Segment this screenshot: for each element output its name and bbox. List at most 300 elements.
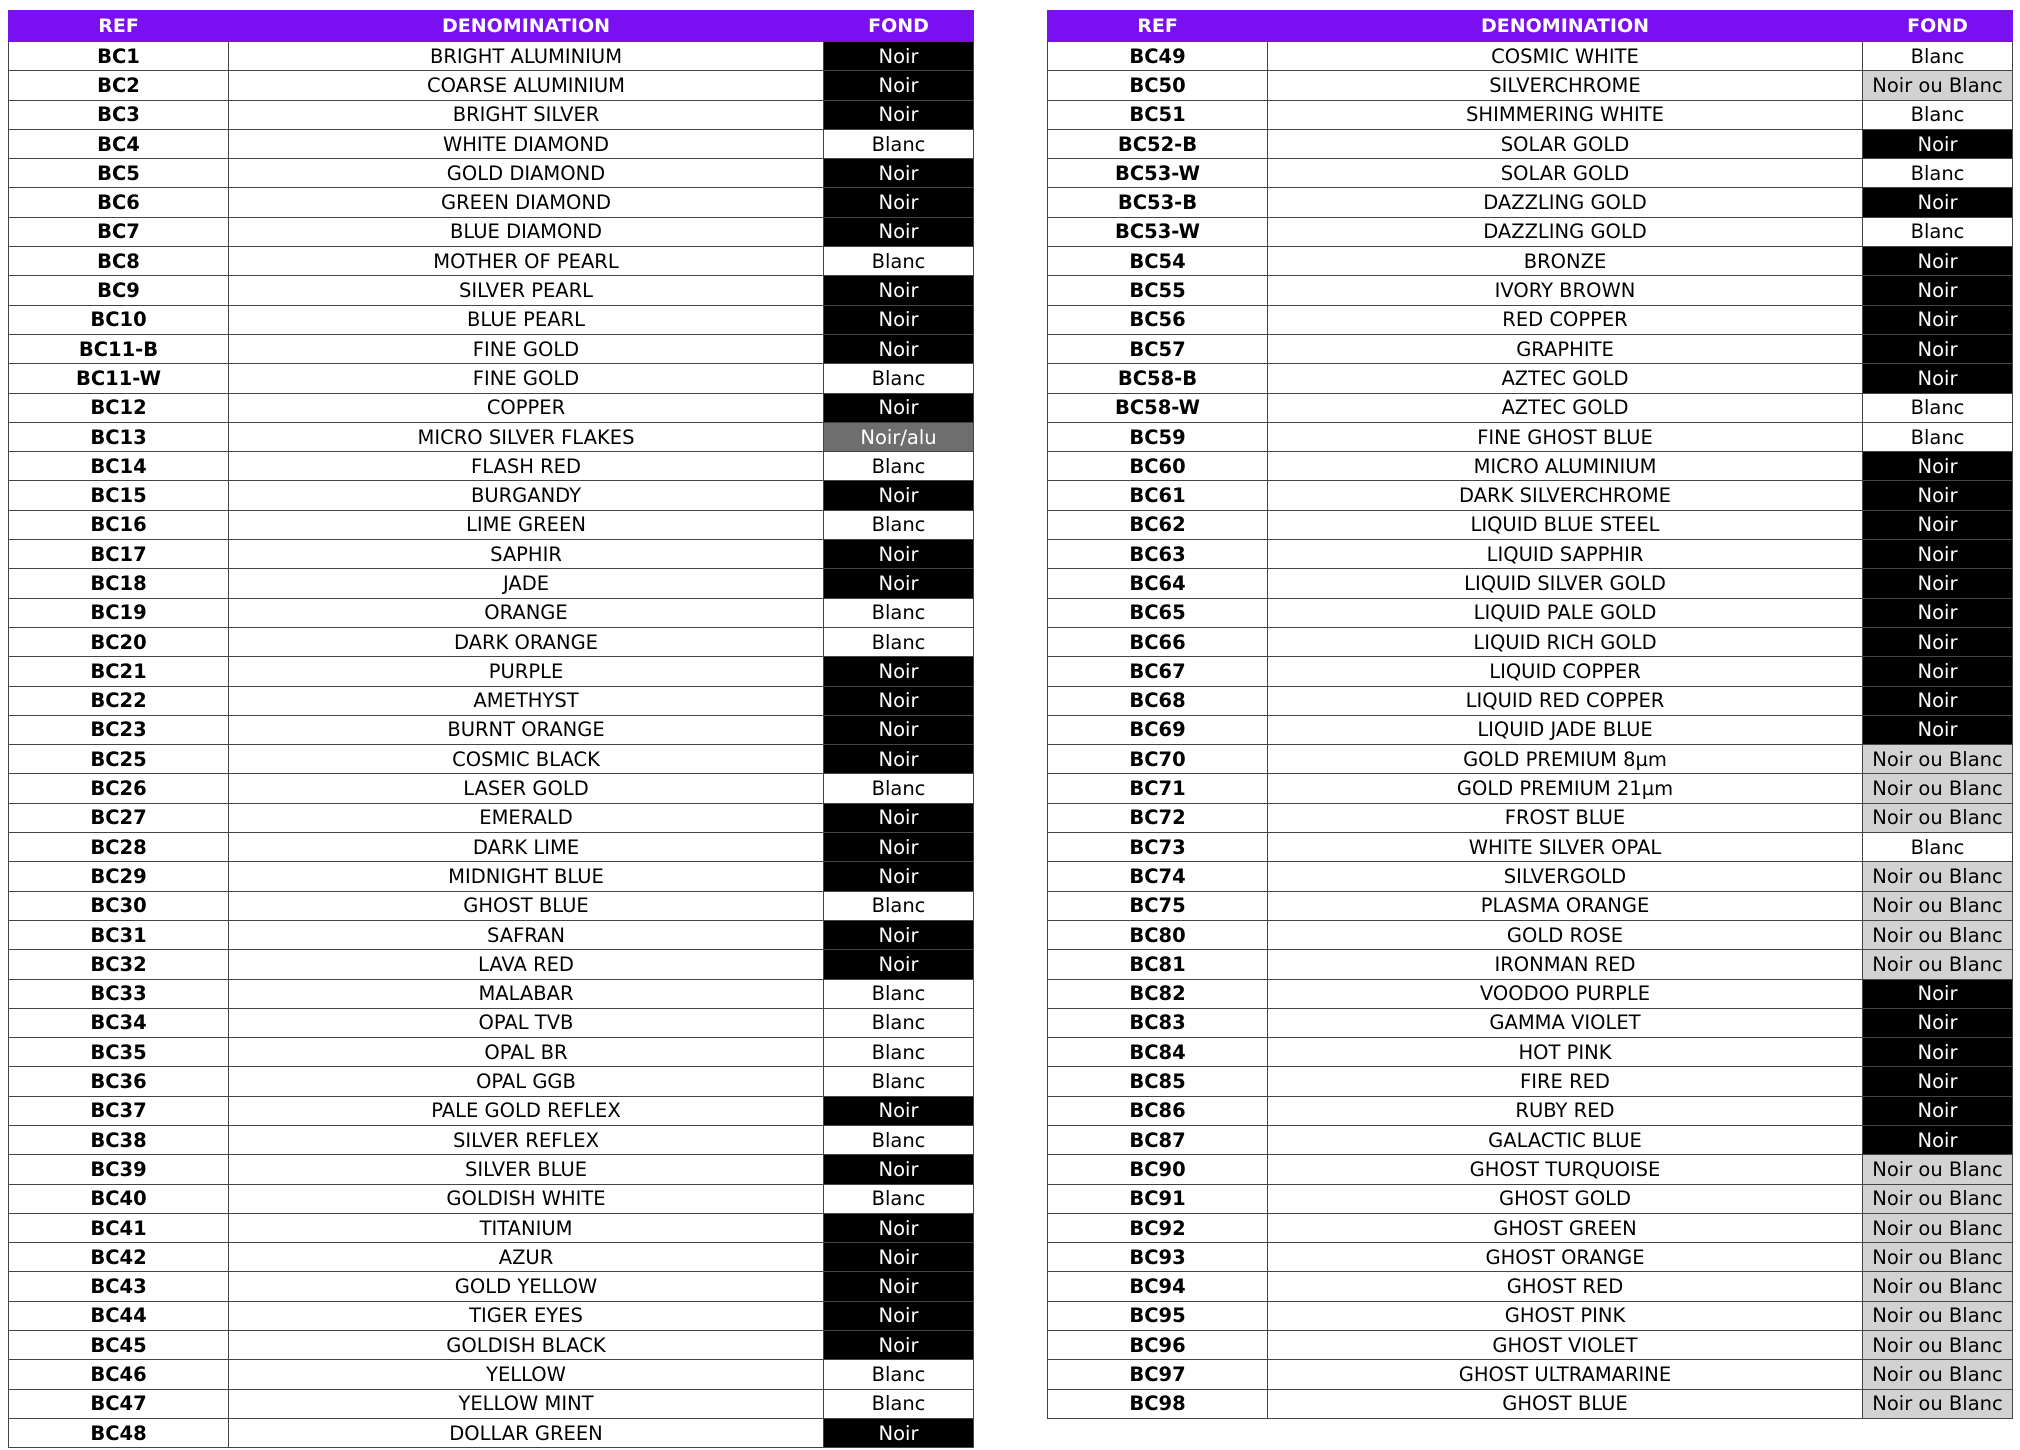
table-row — [9, 1213, 974, 1242]
ref-cell: BC32 — [9, 950, 229, 979]
fond-cell: Noir — [824, 188, 974, 217]
fond-cell: Noir ou Blanc — [1863, 1184, 2013, 1213]
table-row — [1048, 1155, 2013, 1184]
ref-cell: BC58-W — [1048, 393, 1268, 422]
ref-cell: BC95 — [1048, 1301, 1268, 1330]
table-row — [1048, 862, 2013, 891]
denomination-cell: GHOST TURQUOISE — [1268, 1155, 1863, 1184]
ref-cell: BC37 — [9, 1096, 229, 1125]
fond-cell: Noir — [824, 657, 974, 686]
table-row — [1048, 891, 2013, 920]
fond-column-header: FOND — [1863, 11, 2013, 42]
ref-cell: BC50 — [1048, 71, 1268, 100]
denomination-cell: BLUE PEARL — [229, 305, 824, 334]
fond-cell: Noir — [824, 745, 974, 774]
table-row — [9, 1301, 974, 1330]
table-row — [1048, 920, 2013, 949]
table-row — [1048, 979, 2013, 1008]
denomination-cell: LIME GREEN — [229, 510, 824, 539]
denomination-cell: FROST BLUE — [1268, 803, 1863, 832]
denomination-cell: GOLD PREMIUM 8µm — [1268, 745, 1863, 774]
fond-cell: Blanc — [1863, 833, 2013, 862]
fond-cell: Noir — [1863, 1096, 2013, 1125]
fond-cell: Noir ou Blanc — [1863, 1243, 2013, 1272]
table-row — [9, 627, 974, 656]
denomination-cell: LIQUID RICH GOLD — [1268, 627, 1863, 656]
denomination-cell: GHOST GREEN — [1268, 1213, 1863, 1242]
ref-cell: BC47 — [9, 1389, 229, 1418]
table-row — [1048, 1067, 2013, 1096]
ref-cell: BC87 — [1048, 1125, 1268, 1154]
table-row — [1048, 42, 2013, 71]
fond-cell: Noir — [1863, 129, 2013, 158]
denomination-cell: OPAL TVB — [229, 1008, 824, 1037]
fond-cell: Noir/alu — [824, 422, 974, 451]
fond-cell: Blanc — [824, 1360, 974, 1389]
table-row — [1048, 393, 2013, 422]
ref-cell: BC25 — [9, 745, 229, 774]
table-row — [9, 334, 974, 363]
fond-cell: Noir ou Blanc — [1863, 1213, 2013, 1242]
denomination-cell: MIDNIGHT BLUE — [229, 862, 824, 891]
fond-cell: Noir — [824, 1243, 974, 1272]
ref-cell: BC1 — [9, 42, 229, 71]
denomination-cell: JADE — [229, 569, 824, 598]
table-row — [9, 774, 974, 803]
ref-cell: BC80 — [1048, 920, 1268, 949]
denomination-column-header: DENOMINATION — [229, 11, 824, 42]
table-row — [1048, 129, 2013, 158]
fond-cell: Noir — [824, 159, 974, 188]
ref-cell: BC66 — [1048, 627, 1268, 656]
table-header-row — [1048, 11, 2013, 42]
ref-cell: BC72 — [1048, 803, 1268, 832]
ref-column-header: REF — [9, 11, 229, 42]
ref-cell: BC23 — [9, 715, 229, 744]
table-row — [9, 1096, 974, 1125]
table-row — [9, 1360, 974, 1389]
table-row — [9, 862, 974, 891]
ref-cell: BC14 — [9, 452, 229, 481]
fond-cell: Noir ou Blanc — [1863, 862, 2013, 891]
fond-cell: Noir — [1863, 1125, 2013, 1154]
ref-cell: BC56 — [1048, 305, 1268, 334]
table-row — [9, 247, 974, 276]
ref-cell: BC38 — [9, 1125, 229, 1154]
denomination-cell: RUBY RED — [1268, 1096, 1863, 1125]
table-row — [9, 833, 974, 862]
fond-cell: Noir — [824, 217, 974, 246]
fond-cell: Noir — [824, 569, 974, 598]
fond-cell: Noir — [1863, 364, 2013, 393]
denomination-cell: PLASMA ORANGE — [1268, 891, 1863, 920]
denomination-cell: SILVER PEARL — [229, 276, 824, 305]
ref-cell: BC93 — [1048, 1243, 1268, 1272]
ref-column-header: REF — [1048, 11, 1268, 42]
fond-cell: Noir — [824, 833, 974, 862]
ref-cell: BC34 — [9, 1008, 229, 1037]
ref-cell: BC49 — [1048, 42, 1268, 71]
fond-cell: Blanc — [824, 1067, 974, 1096]
ref-cell: BC35 — [9, 1038, 229, 1067]
ref-cell: BC27 — [9, 803, 229, 832]
denomination-column-header: DENOMINATION — [1268, 11, 1863, 42]
fond-cell: Noir ou Blanc — [1863, 1360, 2013, 1389]
fond-cell: Blanc — [824, 1038, 974, 1067]
fond-cell: Noir — [1863, 979, 2013, 1008]
denomination-cell: DAZZLING GOLD — [1268, 188, 1863, 217]
denomination-cell: MALABAR — [229, 979, 824, 1008]
table-row — [9, 569, 974, 598]
denomination-cell: FINE GHOST BLUE — [1268, 422, 1863, 451]
table-row — [1048, 1389, 2013, 1418]
fond-cell: Noir — [824, 481, 974, 510]
ref-cell: BC19 — [9, 598, 229, 627]
denomination-cell: GALACTIC BLUE — [1268, 1125, 1863, 1154]
fond-cell: Blanc — [824, 452, 974, 481]
table-row — [1048, 422, 2013, 451]
ref-cell: BC46 — [9, 1360, 229, 1389]
table-row — [9, 422, 974, 451]
table-row — [9, 715, 974, 744]
table-row — [9, 276, 974, 305]
fond-cell: Noir ou Blanc — [1863, 1272, 2013, 1301]
fond-cell: Noir — [824, 42, 974, 71]
table-row — [1048, 71, 2013, 100]
fond-cell: Blanc — [1863, 217, 2013, 246]
fond-cell: Noir — [824, 686, 974, 715]
table-row — [1048, 1360, 2013, 1389]
denomination-cell: OPAL BR — [229, 1038, 824, 1067]
table-row — [1048, 1125, 2013, 1154]
fond-cell: Noir ou Blanc — [1863, 920, 2013, 949]
denomination-cell: FINE GOLD — [229, 334, 824, 363]
table-row — [9, 305, 974, 334]
denomination-cell: COSMIC BLACK — [229, 745, 824, 774]
ref-cell: BC81 — [1048, 950, 1268, 979]
ref-cell: BC28 — [9, 833, 229, 862]
denomination-cell: SHIMMERING WHITE — [1268, 100, 1863, 129]
ref-cell: BC63 — [1048, 540, 1268, 569]
fond-cell: Noir — [1863, 452, 2013, 481]
fond-cell: Blanc — [824, 627, 974, 656]
denomination-cell: LIQUID BLUE STEEL — [1268, 510, 1863, 539]
denomination-cell: GHOST ORANGE — [1268, 1243, 1863, 1272]
fond-cell: Noir — [824, 1155, 974, 1184]
ref-cell: BC9 — [9, 276, 229, 305]
fond-cell: Noir — [824, 276, 974, 305]
ref-cell: BC6 — [9, 188, 229, 217]
table-row — [1048, 833, 2013, 862]
table-row — [9, 1184, 974, 1213]
fond-cell: Blanc — [824, 774, 974, 803]
fond-cell: Noir ou Blanc — [1863, 950, 2013, 979]
ref-cell: BC8 — [9, 247, 229, 276]
ref-cell: BC17 — [9, 540, 229, 569]
denomination-cell: FIRE RED — [1268, 1067, 1863, 1096]
ref-cell: BC74 — [1048, 862, 1268, 891]
denomination-cell: DARK ORANGE — [229, 627, 824, 656]
ref-cell: BC83 — [1048, 1008, 1268, 1037]
denomination-cell: BURNT ORANGE — [229, 715, 824, 744]
denomination-cell: RED COPPER — [1268, 305, 1863, 334]
table-row — [9, 42, 974, 71]
table-row — [9, 920, 974, 949]
table-row — [9, 71, 974, 100]
fond-cell: Blanc — [824, 1389, 974, 1418]
ref-cell: BC53-W — [1048, 159, 1268, 188]
denomination-cell: COARSE ALUMINIUM — [229, 71, 824, 100]
ref-cell: BC22 — [9, 686, 229, 715]
table-row — [1048, 276, 2013, 305]
denomination-cell: GHOST PINK — [1268, 1301, 1863, 1330]
table-row — [1048, 803, 2013, 832]
ref-cell: BC43 — [9, 1272, 229, 1301]
ref-cell: BC75 — [1048, 891, 1268, 920]
denomination-cell: GHOST ULTRAMARINE — [1268, 1360, 1863, 1389]
ref-cell: BC18 — [9, 569, 229, 598]
ref-cell: BC70 — [1048, 745, 1268, 774]
denomination-cell: GOLD PREMIUM 21µm — [1268, 774, 1863, 803]
fond-cell: Blanc — [1863, 422, 2013, 451]
fond-cell: Noir — [1863, 715, 2013, 744]
denomination-cell: VOODOO PURPLE — [1268, 979, 1863, 1008]
ref-cell: BC39 — [9, 1155, 229, 1184]
table-row — [9, 950, 974, 979]
fond-cell: Noir ou Blanc — [1863, 745, 2013, 774]
table-row — [1048, 745, 2013, 774]
denomination-cell: GOLDISH BLACK — [229, 1331, 824, 1360]
table-row — [1048, 481, 2013, 510]
table-row — [1048, 364, 2013, 393]
table-row — [1048, 305, 2013, 334]
denomination-cell: GHOST BLUE — [1268, 1389, 1863, 1418]
fond-cell: Noir — [1863, 1008, 2013, 1037]
table-row — [9, 1331, 974, 1360]
denomination-cell: GAMMA VIOLET — [1268, 1008, 1863, 1037]
ref-cell: BC69 — [1048, 715, 1268, 744]
fond-cell: Blanc — [824, 979, 974, 1008]
ref-cell: BC61 — [1048, 481, 1268, 510]
denomination-cell: SILVER REFLEX — [229, 1125, 824, 1154]
table-row — [9, 188, 974, 217]
table-row — [9, 481, 974, 510]
ref-cell: BC7 — [9, 217, 229, 246]
denomination-cell: SOLAR GOLD — [1268, 159, 1863, 188]
fond-cell: Noir — [824, 540, 974, 569]
ref-cell: BC82 — [1048, 979, 1268, 1008]
ref-cell: BC53-B — [1048, 188, 1268, 217]
table-row — [1048, 569, 2013, 598]
table-row — [9, 1125, 974, 1154]
table-row — [1048, 217, 2013, 246]
ref-cell: BC73 — [1048, 833, 1268, 862]
table-row — [9, 686, 974, 715]
fond-cell: Noir — [1863, 481, 2013, 510]
reference-table-left — [8, 10, 974, 1448]
ref-cell: BC12 — [9, 393, 229, 422]
fond-cell: Noir — [1863, 1067, 2013, 1096]
table-row — [1048, 1184, 2013, 1213]
table-row — [1048, 188, 2013, 217]
table-body — [1048, 42, 2013, 1419]
fond-cell: Noir — [1863, 247, 2013, 276]
denomination-cell: AZTEC GOLD — [1268, 364, 1863, 393]
ref-cell: BC33 — [9, 979, 229, 1008]
denomination-cell: COSMIC WHITE — [1268, 42, 1863, 71]
ref-cell: BC26 — [9, 774, 229, 803]
fond-cell: Blanc — [1863, 42, 2013, 71]
table-row — [1048, 159, 2013, 188]
ref-cell: BC90 — [1048, 1155, 1268, 1184]
denomination-cell: IRONMAN RED — [1268, 950, 1863, 979]
fond-cell: Noir — [824, 950, 974, 979]
fond-cell: Noir — [824, 1096, 974, 1125]
table-row — [1048, 715, 2013, 744]
table-row — [1048, 950, 2013, 979]
denomination-cell: GHOST RED — [1268, 1272, 1863, 1301]
table-header-row — [9, 11, 974, 42]
fond-cell: Noir — [824, 71, 974, 100]
fond-cell: Noir — [824, 1301, 974, 1330]
fond-cell: Noir — [1863, 334, 2013, 363]
denomination-cell: DARK LIME — [229, 833, 824, 862]
table-row — [9, 1155, 974, 1184]
denomination-cell: GOLD YELLOW — [229, 1272, 824, 1301]
ref-cell: BC67 — [1048, 657, 1268, 686]
fond-cell: Noir — [1863, 598, 2013, 627]
denomination-cell: PALE GOLD REFLEX — [229, 1096, 824, 1125]
ref-cell: BC21 — [9, 657, 229, 686]
denomination-cell: TIGER EYES — [229, 1301, 824, 1330]
denomination-cell: GHOST GOLD — [1268, 1184, 1863, 1213]
denomination-cell: AZUR — [229, 1243, 824, 1272]
denomination-cell: GHOST VIOLET — [1268, 1331, 1863, 1360]
denomination-cell: WHITE SILVER OPAL — [1268, 833, 1863, 862]
ref-cell: BC31 — [9, 920, 229, 949]
table-row — [1048, 1243, 2013, 1272]
table-row — [1048, 247, 2013, 276]
ref-cell: BC2 — [9, 71, 229, 100]
ref-cell: BC59 — [1048, 422, 1268, 451]
table-row — [9, 979, 974, 1008]
ref-cell: BC57 — [1048, 334, 1268, 363]
fond-cell: Noir ou Blanc — [1863, 71, 2013, 100]
table-row — [1048, 598, 2013, 627]
fond-cell: Noir — [824, 1272, 974, 1301]
ref-cell: BC42 — [9, 1243, 229, 1272]
denomination-cell: SAPHIR — [229, 540, 824, 569]
fond-cell: Blanc — [824, 1184, 974, 1213]
table-row — [1048, 774, 2013, 803]
fond-cell: Noir — [1863, 188, 2013, 217]
ref-cell: BC30 — [9, 891, 229, 920]
table-row — [9, 1389, 974, 1418]
denomination-cell: ORANGE — [229, 598, 824, 627]
ref-cell: BC92 — [1048, 1213, 1268, 1242]
denomination-cell: FLASH RED — [229, 452, 824, 481]
ref-cell: BC40 — [9, 1184, 229, 1213]
ref-cell: BC94 — [1048, 1272, 1268, 1301]
denomination-cell: LASER GOLD — [229, 774, 824, 803]
ref-cell: BC10 — [9, 305, 229, 334]
denomination-cell: LIQUID RED COPPER — [1268, 686, 1863, 715]
ref-cell: BC48 — [9, 1418, 229, 1447]
ref-cell: BC3 — [9, 100, 229, 129]
denomination-cell: MICRO ALUMINIUM — [1268, 452, 1863, 481]
denomination-cell: BLUE DIAMOND — [229, 217, 824, 246]
denomination-cell: LIQUID SAPPHIR — [1268, 540, 1863, 569]
fond-cell: Blanc — [1863, 393, 2013, 422]
ref-cell: BC60 — [1048, 452, 1268, 481]
fond-cell: Noir ou Blanc — [1863, 1155, 2013, 1184]
fond-cell: Noir — [824, 305, 974, 334]
fond-cell: Blanc — [824, 891, 974, 920]
fond-cell: Noir ou Blanc — [1863, 1389, 2013, 1418]
fond-column-header: FOND — [824, 11, 974, 42]
fond-cell: Noir — [824, 920, 974, 949]
ref-cell: BC91 — [1048, 1184, 1268, 1213]
fond-cell: Noir — [824, 715, 974, 744]
table-row — [9, 217, 974, 246]
table-row — [1048, 1008, 2013, 1037]
fond-cell: Blanc — [824, 129, 974, 158]
table-row — [9, 510, 974, 539]
table-row — [1048, 452, 2013, 481]
denomination-cell: SILVERGOLD — [1268, 862, 1863, 891]
fond-cell: Noir — [1863, 686, 2013, 715]
denomination-cell: IVORY BROWN — [1268, 276, 1863, 305]
denomination-cell: GOLD DIAMOND — [229, 159, 824, 188]
denomination-cell: OPAL GGB — [229, 1067, 824, 1096]
denomination-cell: BRIGHT ALUMINIUM — [229, 42, 824, 71]
denomination-cell: DOLLAR GREEN — [229, 1418, 824, 1447]
denomination-cell: DAZZLING GOLD — [1268, 217, 1863, 246]
ref-cell: BC11-B — [9, 334, 229, 363]
ref-cell: BC29 — [9, 862, 229, 891]
ref-cell: BC85 — [1048, 1067, 1268, 1096]
fond-cell: Noir ou Blanc — [1863, 1331, 2013, 1360]
denomination-cell: SAFRAN — [229, 920, 824, 949]
ref-cell: BC62 — [1048, 510, 1268, 539]
fond-cell: Noir ou Blanc — [1863, 1301, 2013, 1330]
ref-cell: BC54 — [1048, 247, 1268, 276]
fond-cell: Blanc — [1863, 159, 2013, 188]
fond-cell: Noir — [824, 803, 974, 832]
denomination-cell: YELLOW MINT — [229, 1389, 824, 1418]
fond-cell: Noir — [824, 1213, 974, 1242]
denomination-cell: MOTHER OF PEARL — [229, 247, 824, 276]
fond-cell: Blanc — [824, 364, 974, 393]
denomination-cell: BRONZE — [1268, 247, 1863, 276]
fond-cell: Noir — [1863, 276, 2013, 305]
denomination-cell: SILVERCHROME — [1268, 71, 1863, 100]
denomination-cell: LIQUID SILVER GOLD — [1268, 569, 1863, 598]
ref-cell: BC86 — [1048, 1096, 1268, 1125]
fond-cell: Noir ou Blanc — [1863, 774, 2013, 803]
fond-cell: Blanc — [824, 598, 974, 627]
table-row — [9, 100, 974, 129]
denomination-cell: WHITE DIAMOND — [229, 129, 824, 158]
fond-cell: Noir ou Blanc — [1863, 803, 2013, 832]
table-row — [1048, 1096, 2013, 1125]
fond-cell: Noir — [824, 393, 974, 422]
table-row — [1048, 100, 2013, 129]
fond-cell: Noir — [824, 1418, 974, 1447]
fond-cell: Noir — [1863, 627, 2013, 656]
table-row — [9, 598, 974, 627]
fond-cell: Noir — [1863, 569, 2013, 598]
